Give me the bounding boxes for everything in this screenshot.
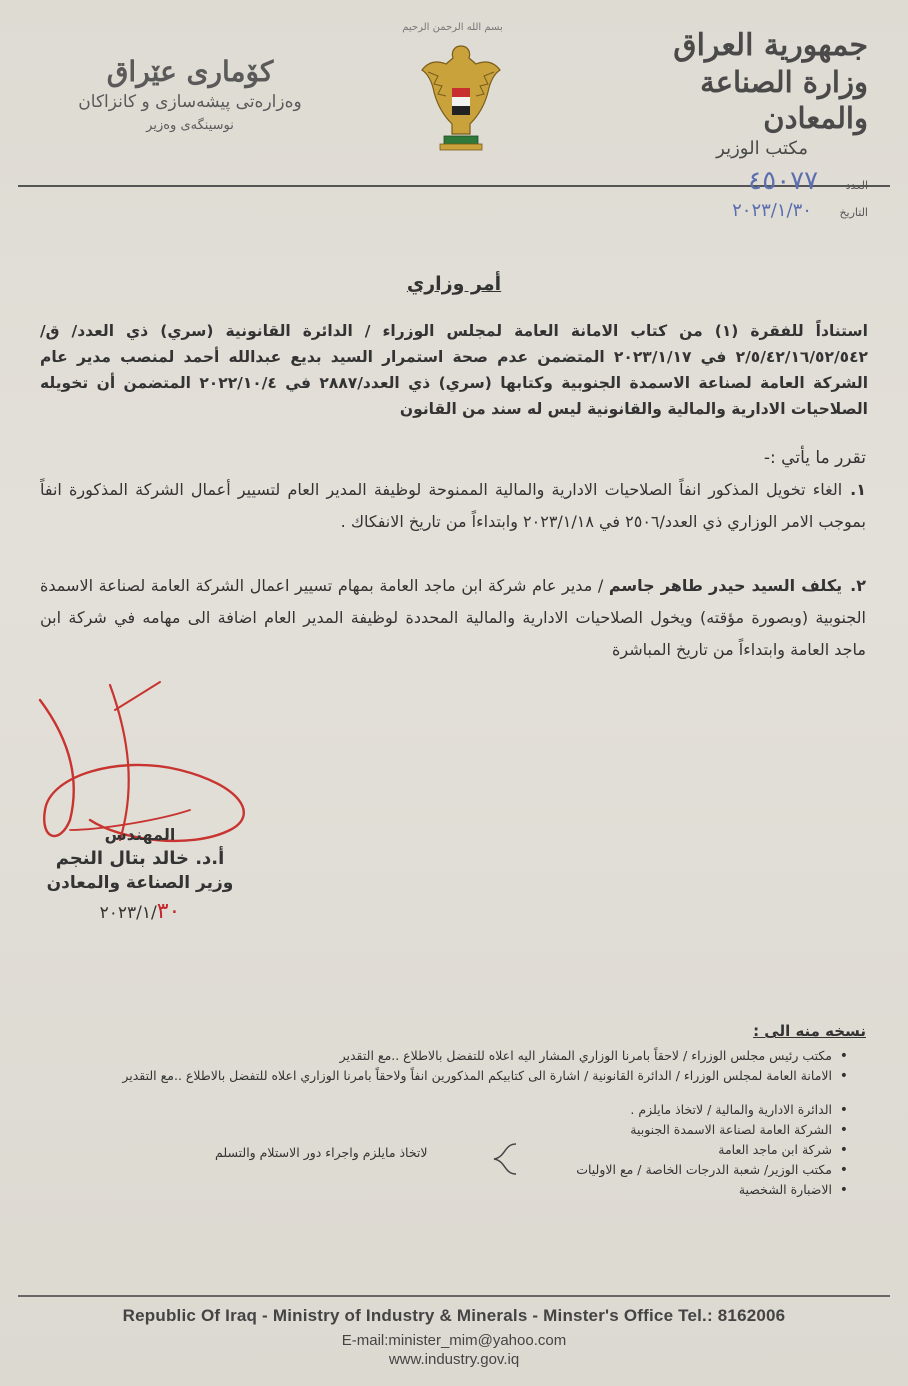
header-ministry: وزارة الصناعة والمعادن [700,65,868,135]
brace-note: لاتخاذ مايلزم واجراء دور الاستلام والتسلم [215,1145,428,1160]
order-item-text: / مدير عام شركة ابن ماجد العامة بمهام تسيير اعمال الشركة العامة لصناعة الاسمدة الجنوبية (وبصورة مؤقته) ويخول الصلاحيات الادارية والمالية المحددة لوظيفة المدير العام اضافة الى مهامه في شركة ابن ماجد العامة وابتداءاً من تاريخ المباشرة [40,576,866,659]
signatory-block [40,825,240,924]
copies-list [40,1046,848,1200]
copy-recipient: • الدائرة الادارية والمالية / لاتخاذ مايلزم . [40,1100,848,1120]
document-title: أمر وزاري [406,273,502,295]
signatory-date-day: ٣٠ [156,899,181,924]
decides-heading: تقرر ما يأتي :- [763,448,866,468]
basmala: بسم الله الرحمن الرحيم [402,22,503,33]
order-item-bold: يكلف السيد حيدر طاهر جاسم [608,576,843,595]
ref-date-value: ٢٠٢٣/١/٣٠ [732,200,812,221]
footer-website: www.industry.gov.iq [388,1351,520,1368]
order-item-2 [40,570,866,666]
ref-date-label: التاريخ [839,206,868,219]
header-kurdish [40,55,340,133]
ref-number-label: العدد [845,179,868,192]
header-kurdish-country: كۆماری عێراق [106,55,274,88]
signatory-date: ٢٠٢٣/١/٣٠ [99,899,181,924]
ref-date [668,200,868,221]
copy-recipient: • شركة ابن ماجد العامة [40,1140,848,1160]
footer-email: E-mail:minister_mim@yahoo.com [341,1332,567,1349]
order-item-1 [40,474,866,538]
copy-recipient: • الاضبارة الشخصية [40,1180,848,1200]
header-kurdish-office: نوسینگەی وەزیر [146,118,234,133]
header-office: مكتب الوزير [716,138,808,159]
footer [0,1306,908,1368]
header-arabic [608,28,868,162]
preamble-paragraph: استناداً للفقرة (١) من كتاب الامانة العامة لمجلس الوزراء / الدائرة القانونية (سري) ذي العدد/ ق/٢/٥/٤٢/١٦/٥٢/٥٤٢ في ٢٠٢٣/١/١٧ المتضمن عدم صحة استمرار السيد بديع عبدالله أحمد لمنصب مدير عام الشركة العامة لصناعة الاسمدة الجنوبية وكتابها (سري) ذي العدد/٢٨٨٧ في ٢٠٢٢/١٠/٤ المتضمن أن تخويله الصلاحيات الادارية والمالية والقانونية ليس له سند من القانون [40,322,869,418]
copy-recipient: • مكتب الوزير/ شعبة الدرجات الخاصة / مع الاوليات [40,1160,848,1180]
ref-number-value: ٤٥٠٧٧ [748,166,819,196]
header-kurdish-ministry: وەزارەتی پیشەسازی و کانزاکان [78,92,302,112]
copy-recipient: • الشركة العامة لصناعة الاسمدة الجنوبية [40,1120,848,1140]
signatory-name: أ.د. خالد بتال النجم [55,848,225,869]
signatory-position: وزير الصناعة والمعادن [46,873,234,893]
footer-divider [18,1295,890,1297]
header-country: جمهورية العراق [673,28,868,63]
copies-heading: نسخه منه الى : [753,1022,866,1040]
iraq-eagle-emblem-icon [418,38,504,158]
copy-recipient: • الامانة العامة لمجلس الوزراء / الدائرة القانونية / اشارة الى كتابيكم المذكورين انفاً ولاحقاً بامرنا الوزاري اعلاه للتفضل بالاطلاع ..مع التقدير [40,1066,848,1086]
order-item-number: ١. [850,480,866,499]
copy-recipient: • مكتب رئيس مجلس الوزراء / لاحقاً بامرنا الوزاري المشار اليه اعلاه للتفضل بالاطلاع ..مع التقدير [40,1046,848,1066]
footer-address: Republic Of Iraq - Ministry of Industry & Minerals - Minster's Office Tel.: 8162006 [122,1306,786,1325]
order-item-number: ٢. [850,576,866,595]
signatory-title: المهندس [104,825,176,844]
brace-icon [480,1142,520,1176]
order-item-text: الغاء تخويل المذكور انفاً الصلاحيات الادارية والمالية الممنوحة لوظيفة المدير العام لتسيير أعمال الشركة المذكورة انفاً بموجب الامر الوزاري ذي العدد/٢٥٠٦ في ٢٠٢٣/١/١٨ وابتداءاً من تاريخ الانفكاك . [40,480,866,531]
ref-number [668,166,868,196]
